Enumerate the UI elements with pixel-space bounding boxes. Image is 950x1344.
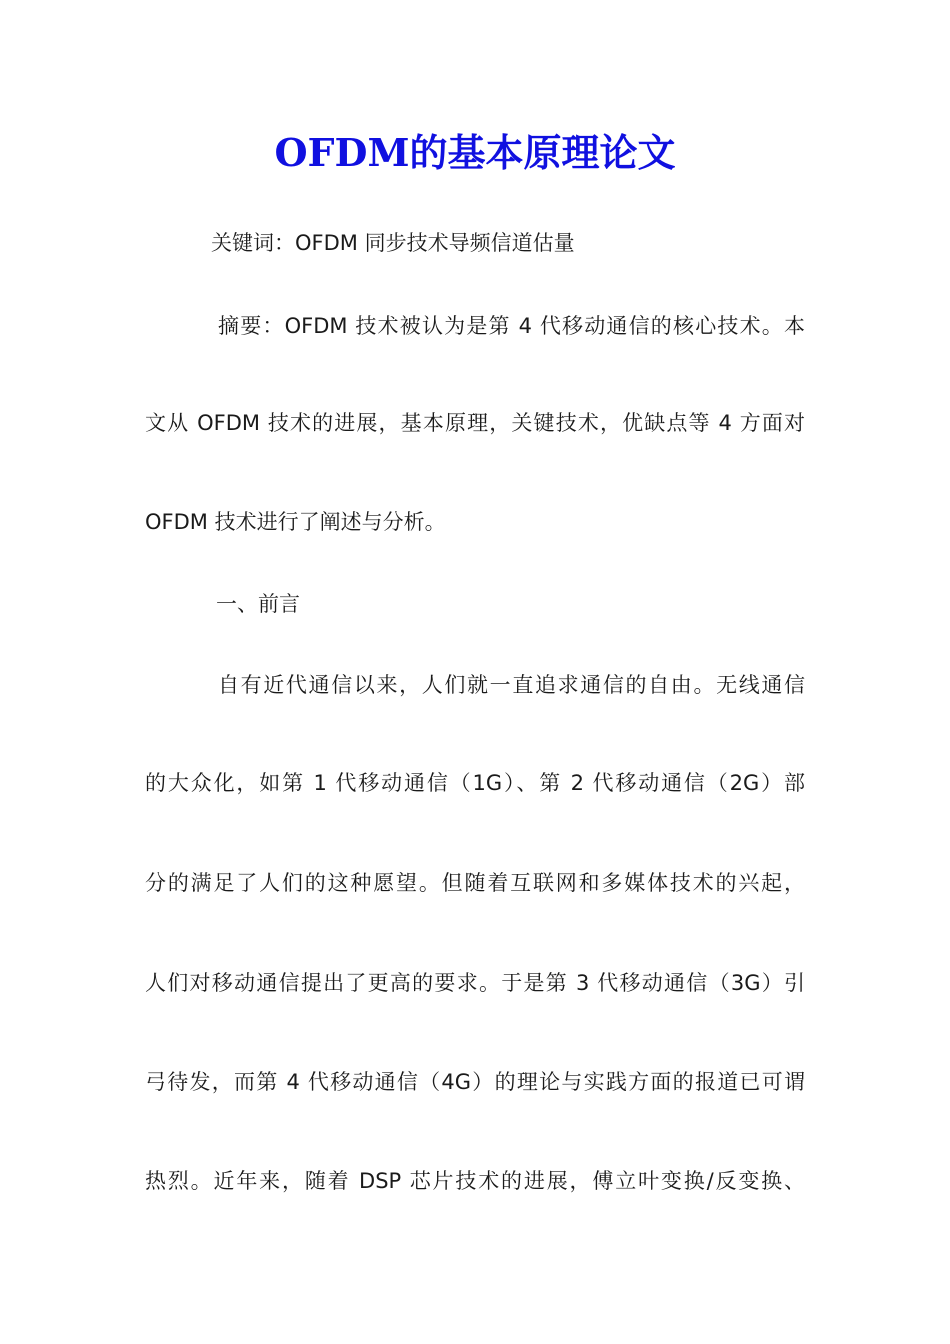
abstract-line-3: OFDM 技术进行了阐述与分析。 (145, 510, 446, 534)
body-line-6: 热烈。近年来，随着 DSP 芯片技术的进展，傅立叶变换/反变换、 (145, 1169, 805, 1193)
body-line-2: 的大众化，如第 1 代移动通信（1G）、第 2 代移动通信（2G）部 (145, 771, 805, 795)
abstract-line-1: 摘要：OFDM 技术被认为是第 4 代移动通信的核心技术。本 (218, 314, 805, 338)
section-heading: 一、前言 (216, 592, 300, 616)
body-line-3: 分的满足了人们的这种愿望。但随着互联网和多媒体技术的兴起， (145, 871, 805, 895)
document-title: OFDM的基本原理论文 (274, 130, 676, 175)
body-line-5: 弓待发，而第 4 代移动通信（4G）的理论与实践方面的报道已可谓 (145, 1070, 805, 1094)
abstract-line-2: 文从 OFDM 技术的进展，基本原理，关键技术，优缺点等 4 方面对 (145, 411, 805, 435)
keywords-line: 关键词：OFDM 同步技术导频信道估量 (211, 231, 575, 255)
body-line-1: 自有近代通信以来，人们就一直追求通信的自由。无线通信 (218, 673, 805, 697)
body-line-4: 人们对移动通信提出了更高的要求。于是第 3 代移动通信（3G）引 (145, 971, 805, 995)
